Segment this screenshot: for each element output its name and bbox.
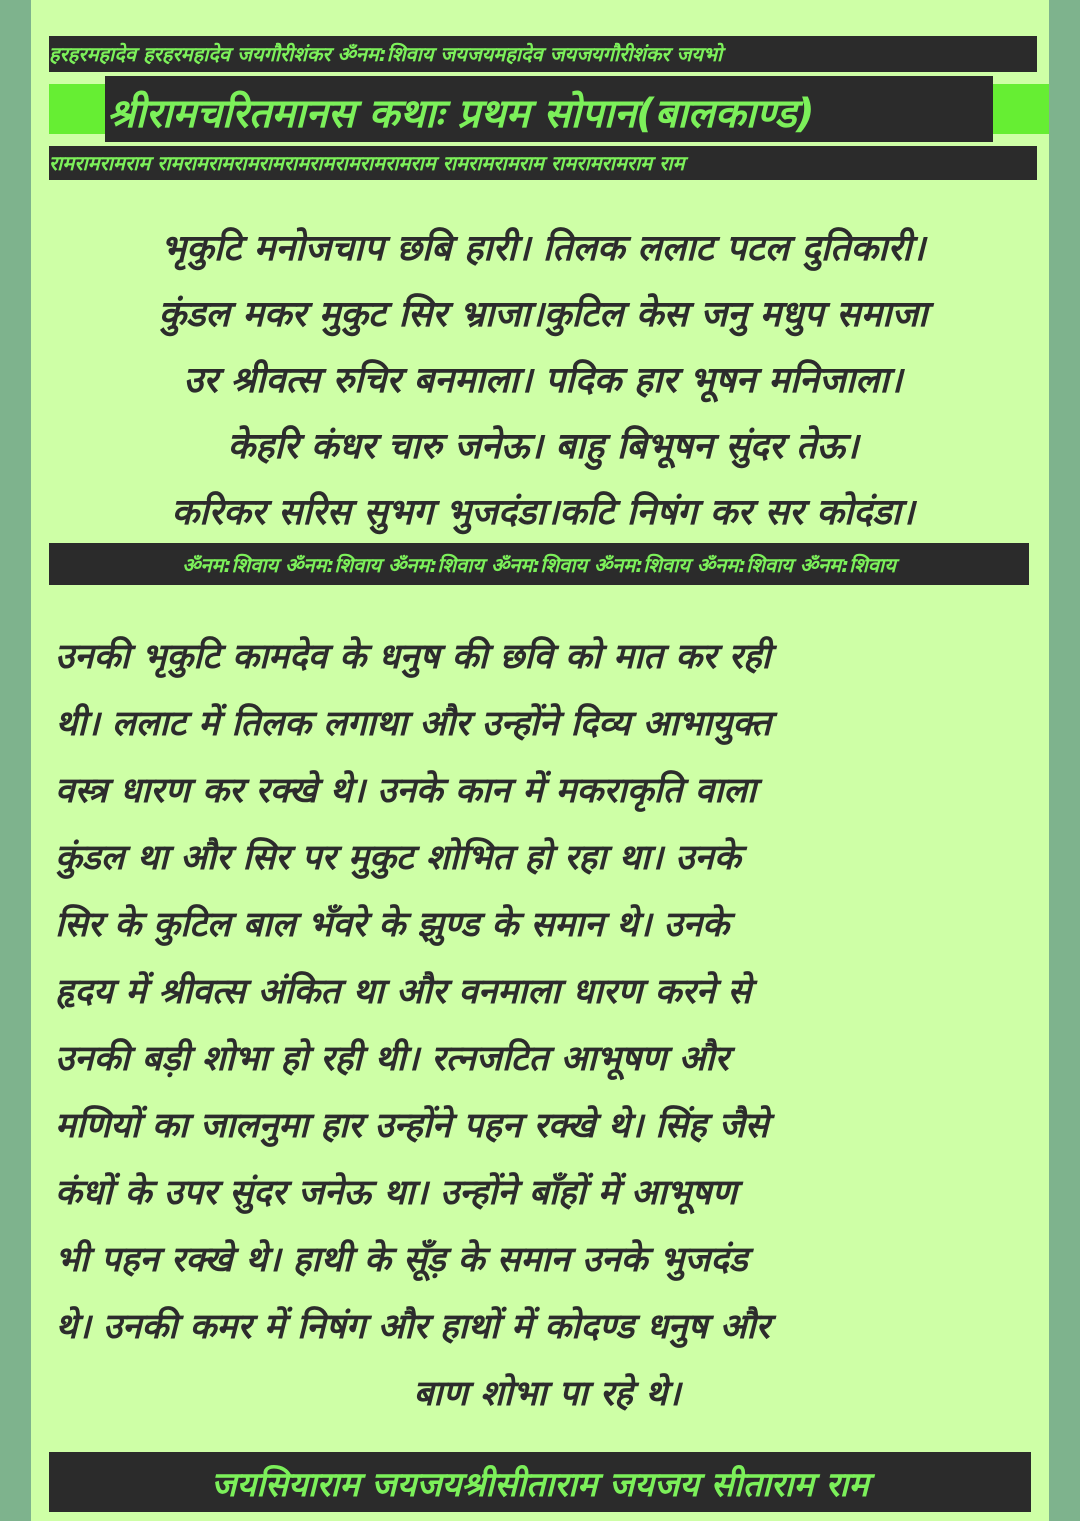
shiva-chant-text: ॐनम:शिवाय ॐनम:शिवाय ॐनम:शिवाय ॐनम:शिवाय ॐनम:शिवाय ॐनम:शिवाय ॐनम:शिवाय bbox=[182, 553, 896, 577]
title-banner bbox=[49, 76, 1049, 142]
explanation-line: थे। उनकी कमर में निषंग और हाथों में कोदण्ड धनुष और bbox=[55, 1307, 770, 1347]
verse-line: भृकुटि मनोजचाप छबि हारी। तिलक ललाट पटल दुतिकारी। bbox=[160, 228, 926, 269]
explanation-line: बाण शोभा पा रहे थे। bbox=[413, 1374, 681, 1414]
verse-line: केहरि कंधर चारु जनेऊ। बाहु बिभूषन सुंदर तेऊ। bbox=[227, 426, 859, 467]
explanation-line: भी पहन रक्खे थे। हाथी के सूँड़ के समान उनके भुजदंड bbox=[55, 1240, 748, 1280]
verse-line: करिकर सरिस सुभग भुजदंडा।कटि निषंग कर सर कोदंडा। bbox=[171, 492, 915, 533]
explanation-line: कुंडल था और सिर पर मुकुट शोभित हो रहा था। उनके bbox=[55, 838, 741, 878]
top-chant-band bbox=[49, 36, 1037, 72]
explanation-line: हृदय में श्रीवत्स अंकित था और वनमाला धारण करने से bbox=[55, 972, 752, 1012]
footer-chant-band bbox=[49, 1452, 1031, 1512]
explanation-line: सिर के कुटिल बाल भँवरे के झुण्ड के समान थे। उनके bbox=[55, 905, 730, 945]
explanation-line: मणियों का जालनुमा हार उन्होंने पहन रक्खे थे। सिंह जैसे bbox=[55, 1106, 769, 1146]
verse-line: कुंडल मकर मुकुट सिर भ्राजा।कुटिल केस जनु मधुप समाजा bbox=[158, 294, 928, 335]
page bbox=[31, 0, 1049, 1521]
explanation-line: वस्त्र धारण कर रक्खे थे। उनके कान में मकराकृति वाला bbox=[55, 771, 757, 811]
ram-chant-band bbox=[49, 146, 1037, 180]
explanation-line: कंधों के उपर सुंदर जनेऊ था। उन्होंने बाँहों में आभूषण bbox=[55, 1173, 737, 1213]
title-accent-left bbox=[49, 84, 105, 134]
explanation-line: थी। ललाट में तिलक लगाथा और उन्होंने दिव्य आभायुक्त bbox=[55, 704, 772, 744]
verse-block bbox=[49, 216, 1037, 546]
footer-chant-text: जयसियाराम जयजयश्रीसीताराम जयजय सीताराम राम bbox=[211, 1465, 869, 1505]
explanation-line: उनकी बड़ी शोभा हो रही थी। रत्नजटित आभूषण और bbox=[55, 1039, 729, 1079]
ram-chant-text: रामरामरामराम रामरामरामरामरामरामरामरामरामरामराम रामरामरामराम रामरामरामराम राम bbox=[49, 151, 685, 175]
top-chant-text: हरहरमहादेव हरहरमहादेव जयगौरीशंकर ॐनम:शिवाय जयजयमहादेव जयजयगौरीशंकर जयभो bbox=[49, 42, 723, 66]
verse-line: उर श्रीवत्स रुचिर बनमाला। पदिक हार भूषन मनिजाला। bbox=[183, 360, 903, 401]
shiva-chant-band bbox=[49, 543, 1029, 585]
page-title: श्रीरामचरितमानस कथाः प्रथम सोपान(बालकाण्ड) bbox=[107, 91, 815, 137]
explanation-line: उनकी भृकुटि कामदेव के धनुष की छवि को मात कर रही bbox=[55, 637, 771, 677]
explanation-block bbox=[55, 624, 1039, 1428]
